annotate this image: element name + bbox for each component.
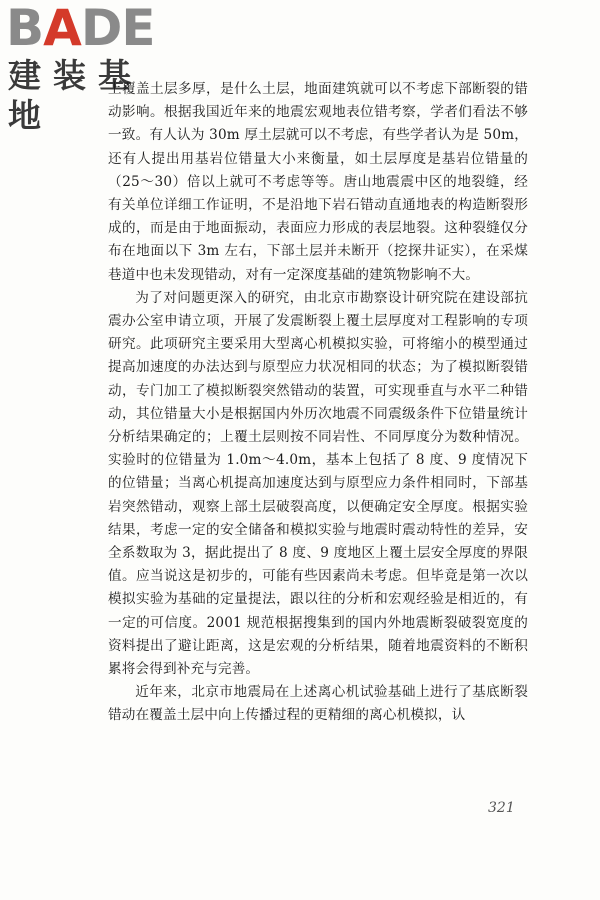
paragraph-continuation: 上覆盖土层多厚，是什么土层，地面建筑就可以不考虑下部断裂的错动影响。根据我国近年来的地震宏观地表位错考察，学者们看法不够一致。有人认为 30m 厚土层就可以不考虑，有些学者认为是 50m，还有人提出用基岩位错量大小来衡量，如土层厚度是基岩位错量的（25～30）倍以上就可不考虑等等。唐山地震震中区的地裂缝，经有关单位详细工作证明，不是沿地下岩石错动直通地表的构造断裂形成的，而是由于地面振动，表面应力形成的表层地裂。这种裂缝仅分布在地面以下 3m 左右，下部土层并未断开（挖探井证实），在采煤巷道中也未发现错动，对有一定深度基础的建筑物影响不大。: [108, 81, 528, 283]
logo-letters-de: DE: [80, 0, 155, 57]
body-text: [108, 78, 528, 728]
logo-letter-a-accent: A: [43, 0, 81, 57]
paragraph-centrifuge-study: 为了对问题更深入的研究，由北京市勘察设计研究院在建设部抗震办公室申请立项，开展了发震断裂上覆土层厚度对工程影响的专项研究。此项研究主要采用大型离心机模拟实验，可将缩小的模型通过提高加速度的办法达到与原型应力状况相同的状态；为了模拟断裂错动，专门加工了模拟断裂突然错动的装置，可实现垂直与水平二种错动，其位错量大小是根据国内外历次地震不同震级条件下位错量统计分析结果确定的；上覆土层则按不同岩性、不同厚度分为数种情况。实验时的位错量为 1.0m～4.0m，基本上包括了 8 度、9 度情况下的位错量；当离心机提高加速度达到与原型应力条件相同时，下部基岩突然错动，观察上部土层破裂高度，以便确定安全厚度。根据实验结果，考虑一定的安全储备和模拟实验与地震时震动特性的差异，安全系数取为 3，据此提出了 8 度、9 度地区上覆土层安全厚度的界限值。应当说这是初步的，可能有些因素尚未考虑。但毕竟是第一次以模拟实验为基础的定量提法，跟以往的分析和宏观经验是相近的，有一定的可信度。2001 规范根据搜集到的国内外地震断裂破裂宽度的资料提出了避让距离，这是宏观的分析结果，随着地震资料的不断积累将会得到补充与完善。: [108, 289, 528, 678]
paragraph-recent-research: 近年来，北京市地震局在上述离心机试验基础上进行了基底断裂错动在覆盖土层中向上传播过程的更精细的离心机模拟，认: [108, 684, 528, 724]
logo-latin-text: [6, 0, 155, 57]
logo-letter-b: B: [6, 0, 44, 57]
page-number: 321: [488, 800, 515, 816]
logo-chinese-text: 建装基地: [8, 56, 143, 135]
